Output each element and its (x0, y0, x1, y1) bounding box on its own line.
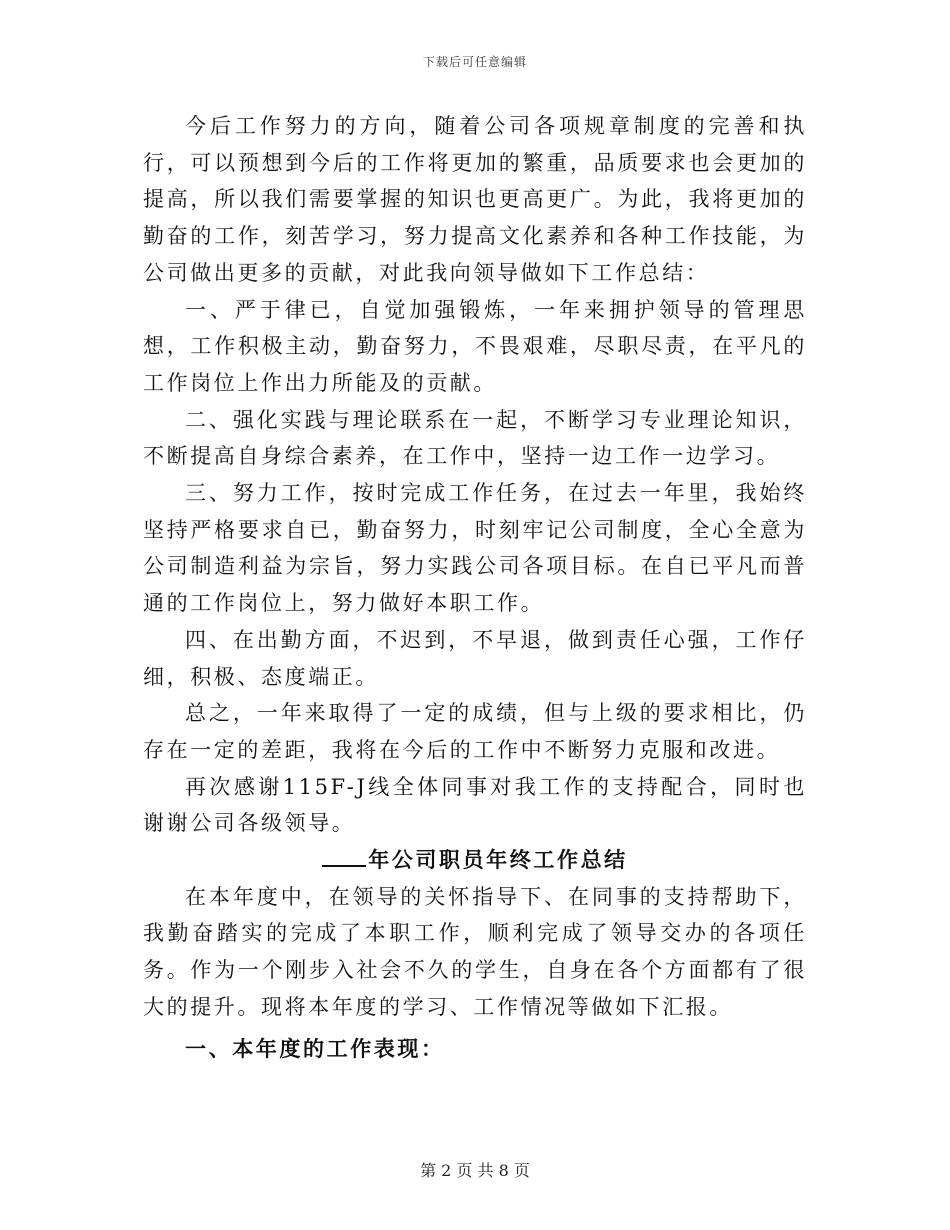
header-note: 下载后可任意编辑 (422, 55, 527, 69)
paragraph-point-2: 二、强化实践与理论联系在一起，不断学习专业理论知识，不断提高自身综合素养，在工作中，坚持一边工作一边学习。 (143, 407, 807, 469)
paragraph-thanks: 再次感谢115F-J线全体同事对我工作的支持配合，同时也谢谢公司各级领导。 (143, 774, 807, 836)
title-year-blank (322, 848, 366, 867)
paragraph-point-1: 一、严于律已，自觉加强锻炼，一年来拥护领导的管理思想，工作积极主动，勤奋努力，不畏艰难，尽职尽责，在平凡的工作岗位上作出力所能及的贡献。 (143, 297, 807, 395)
paragraph-conclusion: 总之，一年来取得了一定的成绩，但与上级的要求相比，仍存在一定的差距，我将在今后的工作中不断努力克服和改进。 (143, 701, 807, 762)
paragraph-intro: 在本年度中，在领导的关怀指导下、在同事的支持帮助下，我勤奋踏实的完成了本职工作，顺利完成了领导交办的各项任务。作为一个刚步入社会不久的学生，自身在各个方面都有了很大的提升。现将本年度的学习、工作情况等做如下汇报。 (143, 884, 807, 1019)
paragraph-direction: 今后工作努力的方向，随着公司各项规章制度的完善和执行，可以预想到今后的工作将更加的繁重，品质要求也会更加的提高，所以我们需要掌握的知识也更高更广。为此，我将更加的勤奋的工作，刻苦学习，努力提高文化素养和各种工作技能，为公司做出更多的贡献，对此我向领导做如下工作总结： (143, 114, 807, 285)
page-number: 第 2 页 共 8 页 (420, 1161, 530, 1180)
paragraph-point-3: 三、努力工作，按时完成工作任务，在过去一年里，我始终坚持严格要求自已，勤奋努力，时刻牢记公司制度，全心全意为公司制造利益为宗旨，努力实践公司各项目标。在自已平凡而普通的工作岗位上，努力做好本职工作。 (143, 481, 807, 616)
document-body (143, 108, 807, 1067)
section-title-text: 年公司职员年终工作总结 (368, 847, 628, 873)
paragraph-point-4: 四、在出勤方面，不迟到，不早退，做到责任心强，工作仔细，积极、态度端正。 (143, 627, 807, 689)
section-title (143, 842, 807, 879)
subheading-work-performance: 一、本年度的工作表现： (185, 1035, 445, 1061)
